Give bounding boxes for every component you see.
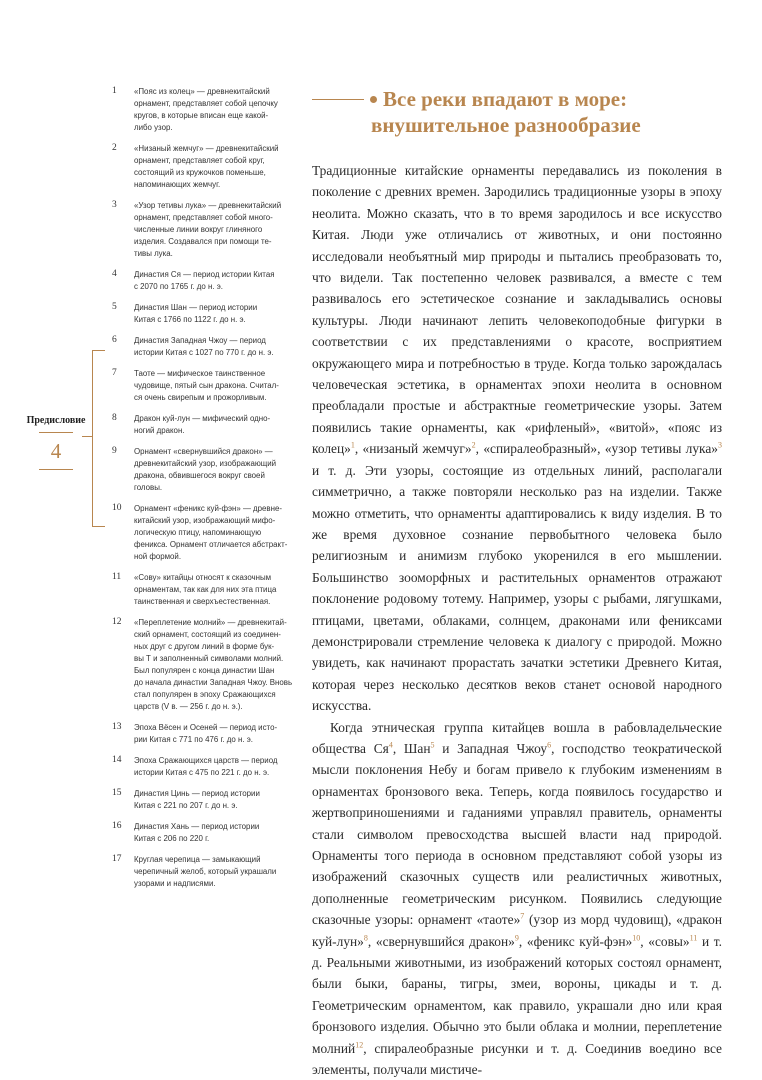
footnote <box>112 335 297 359</box>
footnote <box>112 788 297 812</box>
footnote <box>112 854 297 890</box>
body-text-run: , Шан <box>392 740 431 756</box>
body-text-run: , «свернувшийся дракон» <box>367 933 515 949</box>
footnote-text: Династия Цинь — период истории Китая с 221 по 207 г. до н. э. <box>134 789 260 810</box>
bullet-icon <box>370 96 377 103</box>
footnote-number: 2 <box>112 143 117 153</box>
footnote-ref: 6 <box>547 740 552 750</box>
footnote-text: «Переплетение молний» — древнекитай- ский орнамент, состоящий из соединен- ных друг с другом линий в форме бук- вы Т и заполненный символами молний. Был популярен с конца династии Шан до начала династии Западная Чжоу. Вновь стал популярен в эпоху Сражающихся царств (V в. — 256 г. до н. э.). <box>134 618 293 711</box>
footnote-number: 11 <box>112 572 122 582</box>
footnote-ref: 2 <box>471 440 476 450</box>
footnote-ref: 10 <box>632 933 641 943</box>
body-text-run: Когда этническая группа китайцев вошла в рабовладельческие общества Ся <box>312 719 722 756</box>
footnote-text: Династия Ся — период истории Китая с 2070 по 1765 г. до н. э. <box>134 270 275 291</box>
footnote-ref: 3 <box>718 440 722 450</box>
heading-title: Все реки впадают в море: <box>383 87 628 111</box>
body-text-run: и т. д. Реальными животными, из изображений которых состоял орнамент, были быки, бараны, тигры, змеи, вороны, цикады и т. д. Геометрическим орнаментом, как правило, украшали дно или края бронзового изделия. Обычно это были облака и молнии, переплетение молний <box>312 933 723 1056</box>
body-text-run: , «феникс куй-фэн» <box>518 933 633 949</box>
footnote-ref: 5 <box>430 740 435 750</box>
section-marker <box>18 415 94 476</box>
footnote-number: 10 <box>112 503 122 513</box>
footnote-number: 16 <box>112 821 122 831</box>
footnote-number: 15 <box>112 788 122 798</box>
footnote <box>112 572 297 608</box>
footnote <box>112 302 297 326</box>
footnote-number: 12 <box>112 617 122 627</box>
footnote <box>112 413 297 437</box>
body-text-run: , господство теократической мысли поклонения Небу и богам привело к глубоким изменениям в орнаментах бронзового века. Теперь, когда появилось государство и жертвоприношениями и гаданиями управлял правитель, орнаменты стали символом превосходства высшей власти над природой. Орнаменты того периода в основном представляют собой узоры из изображений сказочных существ или реалистичных животных, дополненные геометрическим рисунком. Появились следующие сказочные узоры: орнамент «таоте» <box>312 740 722 928</box>
footnote-number: 17 <box>112 854 122 864</box>
footnote-text: Династия Западная Чжоу — период истории Китая с 1027 по 770 г. до н. э. <box>134 336 274 357</box>
footnote-number: 14 <box>112 755 122 765</box>
footnote-ref: 4 <box>388 740 393 750</box>
footnote-text: Орнамент «свернувшийся дракон» — древнекитайский узор, изображающий дракона, обвившегося вокруг своей головы. <box>134 447 277 492</box>
footnote-number: 13 <box>112 722 122 732</box>
footnote-text: Династия Хань — период истории Китая с 206 по 220 г. <box>134 822 260 843</box>
footnote-text: Дракон куй-лун — мифический одно- ногий дракон. <box>134 414 271 435</box>
footnote-text: Круглая черепица — замыкающий черепичный желоб, который украшали узорами и надписями. <box>134 855 277 888</box>
footnote <box>112 617 297 713</box>
footnote-number: 8 <box>112 413 117 423</box>
footnotes-column <box>112 86 297 899</box>
footnote-number: 4 <box>112 269 117 279</box>
footnote-number: 3 <box>112 200 117 210</box>
footnote-text: Эпоха Вёсен и Осеней — период исто- рии Китая с 771 по 476 г. до н. э. <box>134 723 278 744</box>
footnote-number: 6 <box>112 335 117 345</box>
footnote-text: Эпоха Сражающихся царств — период истории Китая с 475 по 221 г. до н. э. <box>134 756 278 777</box>
section-label: Предисловие <box>26 415 86 426</box>
footnote-number: 1 <box>112 86 117 96</box>
footnote-text: «Сову» китайцы относят к сказочным орнаментам, так как для них эта птица таинственная и сверхъестественная. <box>134 573 277 606</box>
chapter-heading <box>312 86 732 138</box>
footnote-number: 9 <box>112 446 117 456</box>
footnote-text: Таоте — мифическое таинственное чудовище, пятый сын дракона. Считал- ся очень свирепым и прожорливым. <box>134 369 279 402</box>
footnote-ref: 1 <box>350 440 355 450</box>
body-text-run: Традиционные китайские орнаменты передавались из поколения в поколение с древних времен. Зародились традиционные узоры в эпоху неолита. Можно сказать, что в то время зародилось и все искусство Китая. Люди уже отличались от животных, и они постоянно исследовали необъятный мир природы и пытались преобразовать то, что видели. Так постепенно человек развивался, а вместе с тем развивалось его эстетическое сознание и закладывались основы культуры. Люди начинают лепить человекоподобные фигурки в соответствии с их представлениями о красоте, восприятием окружающего мира и потребностью в труде. Когда только зарождалась человеческая эстетика, в орнаментах эпохи неолита в основном преобладали простые и абстрактные геометрические узоры. Затем появились такие орнаменты, как «рифленый», «витой», «пояс из колец» <box>312 163 722 457</box>
body-text-run: , спиралеобразные рисунки и т. д. Соединив воедино все элементы, получали мистиче- <box>312 1040 722 1078</box>
footnote <box>112 143 297 191</box>
paragraph-2 <box>312 717 722 1080</box>
section-divider <box>39 432 73 433</box>
footnote-text: «Узор тетивы лука» — древнекитайский орнамент, представляет собой много- численные линии вокруг глиняного изделия. Создавался при помощи те- тивы лука. <box>134 201 282 258</box>
body-text-run: , «совы» <box>640 933 690 949</box>
body-text-run: , «спиралеобразный», «узор тетивы лука» <box>475 441 718 457</box>
body-text <box>312 160 722 1080</box>
footnote <box>112 755 297 779</box>
footnote <box>112 269 297 293</box>
page-number: 4 <box>50 439 62 463</box>
paragraph-1 <box>312 160 722 717</box>
footnote-text: «Пояс из колец» — древнекитайский орнамент, представляет собой цепочку кругов, в которые вписан еще какой- либо узор. <box>134 87 278 132</box>
body-text-run: , «низаный жемчуг» <box>354 441 472 457</box>
footnote-text: Орнамент «феникс куй-фэн» — древне- китайский узор, изображающий мифо- логическую птицу, напоминающую феникса. Орнамент отличается абстракт- ной формой. <box>134 504 288 561</box>
footnote <box>112 446 297 494</box>
heading-subtitle: внушительное разнообразие <box>371 113 641 137</box>
footnote-text: «Низаный жемчуг» — древнекитайский орнамент, представляет собой круг, состоящий из кружочков поменьше, напоминающих жемчуг. <box>134 144 279 189</box>
footnote <box>112 722 297 746</box>
footnote-ref: 9 <box>514 933 519 943</box>
footnote-text: Династия Шан — период истории Китая с 1766 по 1122 г. до н. э. <box>134 303 258 324</box>
footnote <box>112 86 297 134</box>
footnote <box>112 821 297 845</box>
body-text-run: (узор из морд чудовищ), «дракон куй-лун» <box>312 912 722 949</box>
footnote-ref: 12 <box>355 1040 364 1050</box>
footnote-ref: 8 <box>363 933 368 943</box>
section-divider-bottom <box>39 469 73 470</box>
heading-rule <box>312 99 364 100</box>
footnote-number: 7 <box>112 368 117 378</box>
body-text-run: и т. д. Эти узоры, состоящие из отдельных линий, располагали симметрично, а также повторяли несколько раз на изделии. Также можно отметить, что орнаменты адаптировались к виду изделия. В то же время духовное сознание первобытного человека было религиозным и анимизм глубоко укоренился в его мышлении. Большинство зооморфных и растительных орнаментов отражают поклонение родовому тотему. Например, узоры с рыбами, лягушками, птицами, цветами, облаками, солнцем, драконами или фениксами демонстрировали стремление человека к диалогу с природой. Можно увидеть, как начинают прорастать зачатки эстетики Древнего Китая, которая через несколько десятков веков станет основой народного искусства. <box>312 462 722 714</box>
footnote <box>112 368 297 404</box>
footnote-ref: 7 <box>520 911 525 921</box>
footnote <box>112 503 297 563</box>
footnote <box>112 200 297 260</box>
footnote-ref: 11 <box>689 933 698 943</box>
body-text-run: и Западная Чжоу <box>434 740 548 756</box>
footnote-number: 5 <box>112 302 117 312</box>
